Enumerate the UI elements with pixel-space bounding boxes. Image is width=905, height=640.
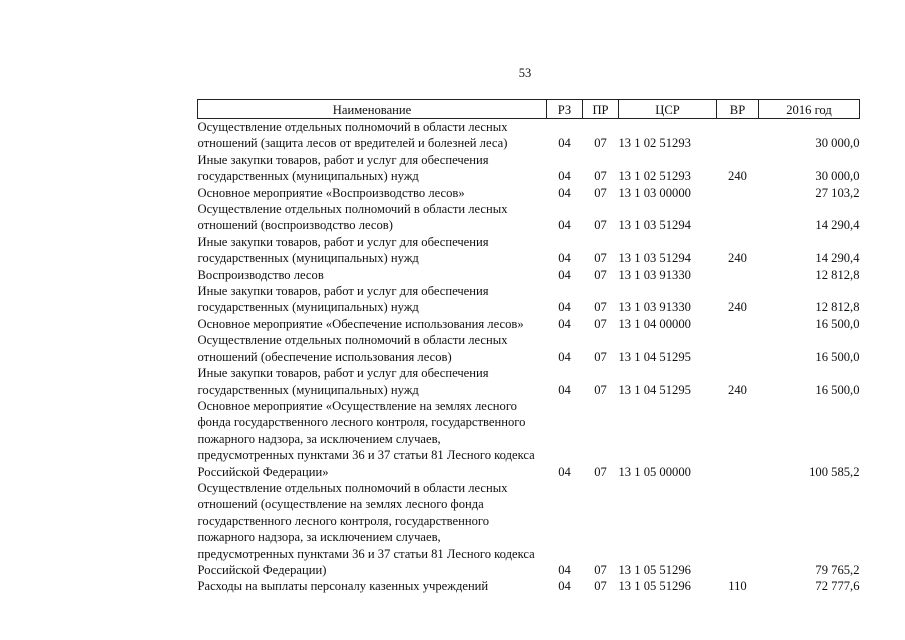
row-name bbox=[198, 267, 547, 283]
row-pr: 07 bbox=[594, 464, 607, 479]
row-rz: 04 bbox=[558, 382, 571, 397]
row-name-line: Российской Федерации) bbox=[197, 562, 327, 577]
row-amount: 72 777,6 bbox=[815, 579, 860, 594]
row-pr: 07 bbox=[594, 169, 607, 184]
row-name-line: пожарного надзора, за исключением случаев, bbox=[197, 431, 441, 446]
row-vr: 110 bbox=[728, 579, 747, 594]
row-pr: 07 bbox=[594, 251, 607, 266]
row-name-line: фонда государственного лесного контроля, государственного bbox=[197, 415, 526, 430]
budget-table-container bbox=[197, 99, 860, 595]
row-vr bbox=[717, 185, 759, 201]
table-row bbox=[198, 316, 860, 332]
table-row bbox=[198, 480, 860, 578]
row-name-line: Осуществление отдельных полномочий в области лесных bbox=[197, 480, 508, 495]
row-name-line: предусмотренных пунктами 36 и 37 статьи 81 Лесного кодекса bbox=[197, 546, 535, 561]
header-vr: ВР bbox=[717, 100, 759, 119]
budget-table bbox=[197, 99, 860, 595]
row-name bbox=[198, 201, 547, 234]
row-name-line: Осуществление отдельных полномочий в области лесных bbox=[197, 120, 508, 134]
table-row bbox=[198, 234, 860, 267]
row-rz: 04 bbox=[558, 562, 571, 577]
row-name-line: пожарного надзора, за исключением случаев, bbox=[197, 530, 441, 545]
row-name-line: отношений (воспроизводство лесов) bbox=[197, 218, 393, 233]
row-name-line: Российской Федерации» bbox=[197, 464, 329, 479]
row-vr: 240 bbox=[728, 251, 747, 266]
row-amount: 14 290,4 bbox=[815, 251, 860, 266]
row-vr: 240 bbox=[728, 300, 747, 315]
row-csr: 13 1 03 00000 bbox=[618, 185, 691, 200]
row-name bbox=[198, 152, 547, 185]
row-name-line: Воспроизводство лесов bbox=[197, 267, 324, 282]
row-name-line: Расходы на выплаты персоналу казенных учреждений bbox=[197, 579, 489, 594]
row-name-line: отношений (защита лесов от вредителей и болезней леса) bbox=[197, 136, 508, 151]
row-name-line: государственных (муниципальных) нужд bbox=[197, 300, 419, 315]
row-csr: 13 1 05 51296 bbox=[618, 579, 691, 594]
row-pr: 07 bbox=[594, 185, 607, 200]
row-csr: 13 1 05 51296 bbox=[618, 562, 691, 577]
row-name-line: предусмотренных пунктами 36 и 37 статьи 81 Лесного кодекса bbox=[197, 448, 535, 463]
row-amount: 100 585,2 bbox=[809, 464, 860, 479]
row-rz: 04 bbox=[558, 579, 571, 594]
header-rz: РЗ bbox=[547, 100, 583, 119]
table-row bbox=[198, 398, 860, 480]
row-vr bbox=[717, 201, 759, 234]
row-rz: 04 bbox=[558, 300, 571, 315]
table-row bbox=[198, 152, 860, 185]
row-name-line: отношений (осуществление на землях лесного фонда bbox=[197, 497, 484, 512]
row-name bbox=[198, 480, 547, 578]
row-vr bbox=[717, 480, 759, 578]
row-csr: 13 1 05 00000 bbox=[618, 464, 691, 479]
table-row bbox=[198, 201, 860, 234]
row-vr bbox=[717, 316, 759, 332]
row-csr: 13 1 03 91330 bbox=[618, 300, 691, 315]
row-amount: 16 500,0 bbox=[815, 316, 860, 331]
row-name bbox=[198, 316, 547, 332]
table-row bbox=[198, 578, 860, 594]
page-number: 53 bbox=[518, 66, 532, 80]
row-csr: 13 1 04 00000 bbox=[618, 316, 691, 331]
table-row bbox=[198, 283, 860, 316]
row-pr: 07 bbox=[594, 382, 607, 397]
row-vr bbox=[717, 398, 759, 480]
row-name-line: Осуществление отдельных полномочий в области лесных bbox=[197, 333, 508, 348]
row-name-line: государственных (муниципальных) нужд bbox=[197, 251, 419, 266]
table-row bbox=[198, 267, 860, 283]
row-name-line: Осуществление отдельных полномочий в области лесных bbox=[197, 202, 508, 217]
row-vr bbox=[717, 267, 759, 283]
row-amount: 27 103,2 bbox=[815, 185, 860, 200]
row-name-line: Иные закупки товаров, работ и услуг для обеспечения bbox=[197, 284, 489, 299]
header-year: 2016 год bbox=[759, 100, 860, 119]
row-name-line: государственного лесного контроля, государственного bbox=[197, 513, 490, 528]
row-amount: 16 500,0 bbox=[815, 349, 860, 364]
row-amount: 12 812,8 bbox=[815, 300, 860, 315]
row-csr: 13 1 02 51293 bbox=[618, 136, 691, 151]
row-pr: 07 bbox=[594, 579, 607, 594]
row-amount: 12 812,8 bbox=[815, 267, 860, 282]
row-name-line: Основное мероприятие «Воспроизводство лесов» bbox=[197, 185, 465, 200]
row-csr: 13 1 03 51294 bbox=[618, 251, 691, 266]
row-amount: 30 000,0 bbox=[815, 169, 860, 184]
table-row bbox=[198, 185, 860, 201]
row-name-line: государственных (муниципальных) нужд bbox=[197, 382, 419, 397]
row-name bbox=[198, 234, 547, 267]
row-name-line: Иные закупки товаров, работ и услуг для обеспечения bbox=[197, 234, 489, 249]
row-pr: 07 bbox=[594, 136, 607, 151]
row-name-line: Основное мероприятие «Осуществление на землях лесного bbox=[197, 398, 517, 413]
row-vr bbox=[717, 332, 759, 365]
row-name bbox=[198, 398, 547, 480]
row-pr: 07 bbox=[594, 562, 607, 577]
row-pr: 07 bbox=[594, 316, 607, 331]
header-name: Наименование bbox=[198, 100, 547, 119]
row-rz: 04 bbox=[558, 185, 571, 200]
row-name bbox=[198, 119, 547, 152]
row-csr: 13 1 03 91330 bbox=[618, 267, 691, 282]
row-amount: 16 500,0 bbox=[815, 382, 860, 397]
table-body bbox=[198, 119, 860, 595]
row-vr: 240 bbox=[728, 382, 747, 397]
table-header-row bbox=[198, 100, 860, 119]
row-amount: 30 000,0 bbox=[815, 136, 860, 151]
row-rz: 04 bbox=[558, 169, 571, 184]
row-csr: 13 1 04 51295 bbox=[618, 349, 691, 364]
row-pr: 07 bbox=[594, 218, 607, 233]
row-pr: 07 bbox=[594, 267, 607, 282]
row-name bbox=[198, 283, 547, 316]
table-row bbox=[198, 119, 860, 152]
row-name bbox=[198, 578, 547, 594]
row-amount: 79 765,2 bbox=[815, 562, 860, 577]
header-pr: ПР bbox=[583, 100, 619, 119]
row-csr: 13 1 02 51293 bbox=[618, 169, 691, 184]
row-rz: 04 bbox=[558, 136, 571, 151]
row-csr: 13 1 03 51294 bbox=[618, 218, 691, 233]
row-rz: 04 bbox=[558, 349, 571, 364]
row-rz: 04 bbox=[558, 218, 571, 233]
row-name-line: Основное мероприятие «Обеспечение использования лесов» bbox=[197, 316, 524, 331]
table-row bbox=[198, 332, 860, 365]
row-csr: 13 1 04 51295 bbox=[618, 382, 691, 397]
row-name bbox=[198, 332, 547, 365]
row-rz: 04 bbox=[558, 267, 571, 282]
row-name-line: Иные закупки товаров, работ и услуг для обеспечения bbox=[197, 152, 489, 167]
row-amount: 14 290,4 bbox=[815, 218, 860, 233]
row-name-line: государственных (муниципальных) нужд bbox=[197, 169, 419, 184]
row-rz: 04 bbox=[558, 251, 571, 266]
row-rz: 04 bbox=[558, 464, 571, 479]
row-pr: 07 bbox=[594, 349, 607, 364]
header-csr: ЦСР bbox=[619, 100, 717, 119]
row-vr: 240 bbox=[728, 169, 747, 184]
row-name-line: отношений (обеспечение использования лесов) bbox=[197, 349, 452, 364]
row-rz: 04 bbox=[558, 316, 571, 331]
table-row bbox=[198, 365, 860, 398]
row-name-line: Иные закупки товаров, работ и услуг для обеспечения bbox=[197, 366, 489, 381]
row-pr: 07 bbox=[594, 300, 607, 315]
row-name bbox=[198, 185, 547, 201]
row-vr bbox=[717, 119, 759, 152]
row-name bbox=[198, 365, 547, 398]
